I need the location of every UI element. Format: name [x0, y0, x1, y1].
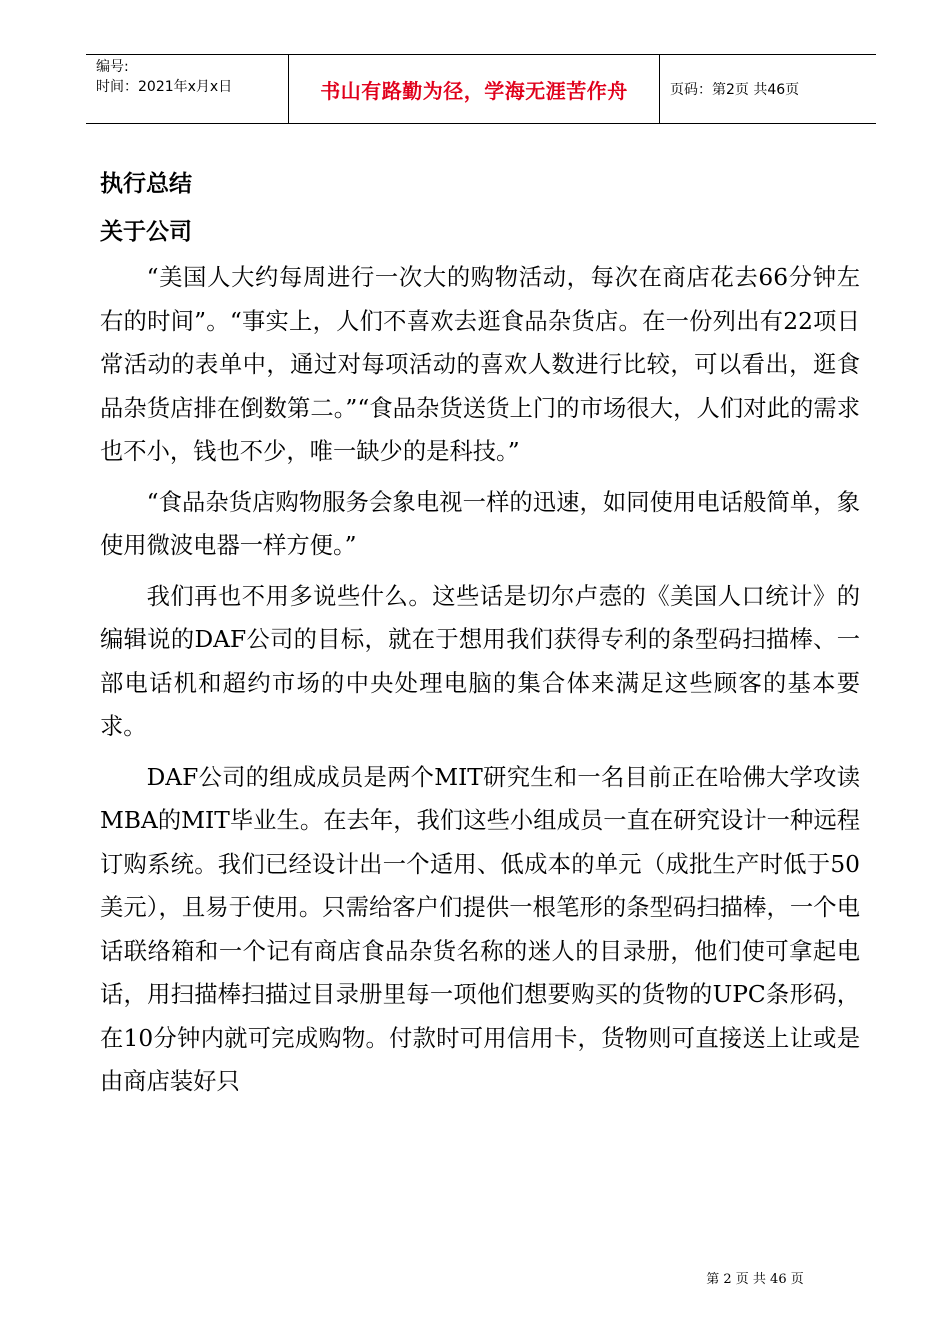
- paragraph: “食品杂货店购物服务会象电视一样的迅速，如同使用电话般简单，象使用微波电器一样方便。”: [100, 488, 860, 559]
- paragraph: “美国人大约每周进行一次大的购物活动，每次在商店花去66分钟左右的时间”。“事实上，人们不喜欢去逛食品杂货店。在一份列出有22项日常活动的表单中，通过对每项活动的喜欢人数进行比较，可以看出，逛食品杂货店排在倒数第二。”“食品杂货送货上门的市场很大，人们对此的需求也不小，钱也不少，唯一缺少的是科技。”: [100, 264, 860, 465]
- section-heading-company: 关于公司: [100, 219, 192, 245]
- paragraph: DAF公司的组成成员是两个MIT研究生和一名目前正在哈佛大学攻读MBA的MIT毕业生。在去年，我们这些小组成员一直在研究设计一种远程订购系统。我们已经设计出一个适用、低成本的单元（成批生产时低于50美元），且易于使用。只需给客户们提供一根笔形的条型码扫描棒，一个电话联络箱和一个记有商店食品杂货名称的迷人的目录册，他们使可拿起电话，用扫描棒扫描过目录册里每一项他们想要购买的货物的UPC条形码，在10分钟内就可完成购物。付款时可用信用卡，货物则可直接送上让或是由商店装好只: [100, 763, 860, 1095]
- section-heading-summary: 执行总结: [100, 171, 192, 197]
- header-page-label: 页码：第2页 共46页: [670, 82, 800, 98]
- paragraph: 我们再也不用多说些什么。这些话是切尔卢悫的《美国人口统计》的编辑说的DAF公司的目标，就在于想用我们获得专利的条型码扫描棒、一部电话机和超约市场的中央处理电脑的集合体来满足这些顾客的基本要求。: [100, 582, 860, 740]
- document-body: [100, 160, 860, 1111]
- page-footer: [0, 1268, 950, 1287]
- time-label: 时间：2021年x月x日: [96, 79, 233, 95]
- document-header: [86, 54, 876, 124]
- header-meta: [86, 55, 288, 123]
- header-page-cell: [660, 55, 876, 123]
- footer-page-number: 第 2 页 共 46 页: [706, 1272, 804, 1287]
- header-motto: 书山有路勤为径，学海无涯苦作舟: [320, 78, 628, 103]
- number-label: 编号:: [96, 59, 129, 75]
- header-motto-cell: [288, 55, 660, 123]
